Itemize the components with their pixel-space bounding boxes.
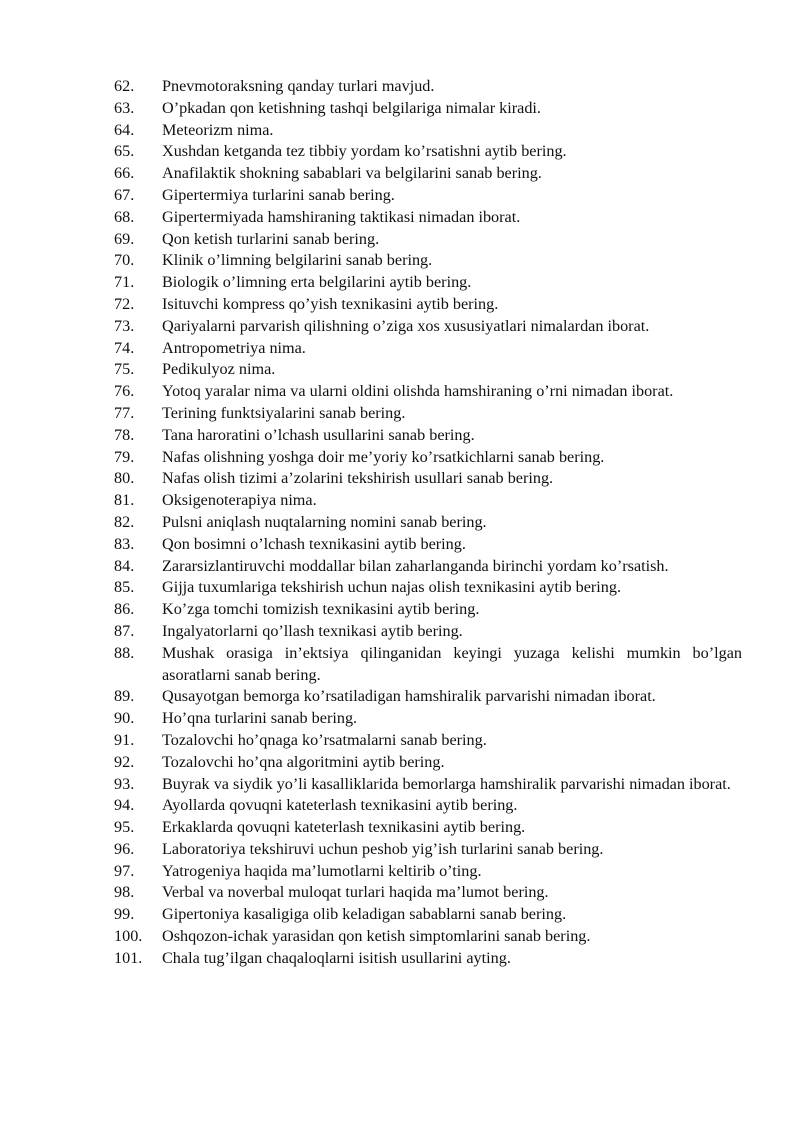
question-text: Klinik o’limning belgilarini sanab bering. (162, 251, 433, 270)
question-item (114, 338, 742, 360)
question-item (114, 861, 742, 883)
question-text: Gipertoniya kasaligiga olib keladigan sabablarni sanab bering. (162, 905, 567, 924)
question-number: 84. (114, 556, 135, 575)
question-number: 87. (114, 621, 135, 640)
question-number: 68. (114, 207, 135, 226)
question-number: 94. (114, 796, 135, 815)
question-text: Qon bosimni o’lchash texnikasini aytib bering. (162, 534, 466, 553)
question-text: Pedikulyoz nima. (162, 360, 276, 379)
question-number: 75. (114, 360, 135, 379)
question-item (114, 904, 742, 926)
question-number: 93. (114, 774, 135, 793)
question-item (114, 316, 742, 338)
question-number: 76. (114, 382, 135, 401)
question-item (114, 468, 742, 490)
question-item (114, 141, 742, 163)
question-number: 98. (114, 883, 135, 902)
question-item (114, 621, 742, 643)
question-number: 78. (114, 425, 135, 444)
question-text: Biologik o’limning erta belgilarini aytib bering. (162, 273, 472, 292)
question-item (114, 359, 742, 381)
question-item (114, 774, 742, 796)
question-number: 101. (114, 948, 143, 967)
question-text: Tozalovchi ho’qnaga ko’rsatmalarni sanab bering. (162, 730, 487, 749)
question-text: Tana haroratini o’lchash usullarini sanab bering. (162, 425, 475, 444)
question-text: Isituvchi kompress qo’yish texnikasini aytib bering. (162, 294, 499, 313)
question-number: 82. (114, 512, 135, 531)
question-item (114, 817, 742, 839)
question-text: Antropometriya nima. (162, 338, 306, 357)
question-number: 100. (114, 927, 143, 946)
question-text: Gipertermiya turlarini sanab bering. (162, 185, 395, 204)
question-text: Xushdan ketganda tez tibbiy yordam ko’rsatishni aytib bering. (162, 142, 567, 161)
question-number: 65. (114, 142, 135, 161)
question-text: Tozalovchi ho’qna algoritmini aytib bering. (162, 752, 445, 771)
question-text: Yotoq yaralar nima va ularni oldini olishda hamshiraning o’rni nimadan iborat. (162, 382, 674, 401)
question-item (114, 447, 742, 469)
question-number: 71. (114, 273, 135, 292)
question-number: 88. (114, 643, 135, 662)
question-number: 81. (114, 491, 135, 510)
question-number: 99. (114, 905, 135, 924)
question-text: Ayollarda qovuqni kateterlash texnikasini aytib bering. (162, 796, 518, 815)
question-list (114, 76, 742, 970)
question-text: Nafas olishning yoshga doir me’yoriy ko’rsatkichlarni sanab bering. (162, 447, 605, 466)
question-number: 92. (114, 752, 135, 771)
question-text: Oksigenoterapiya nima. (162, 491, 317, 510)
question-text: Pulsni aniqlash nuqtalarning nomini sanab bering. (162, 512, 487, 531)
question-item (114, 752, 742, 774)
question-number: 73. (114, 316, 135, 335)
question-item (114, 490, 742, 512)
question-item (114, 643, 742, 687)
question-text: Laboratoriya tekshiruvi uchun peshob yig’ish turlarini sanab bering. (162, 839, 604, 858)
question-text: Oshqozon-ichak yarasidan qon ketish simptomlarini sanab bering. (162, 927, 591, 946)
question-number: 89. (114, 687, 135, 706)
question-number: 72. (114, 294, 135, 313)
question-text: Ko’zga tomchi tomizish texnikasini aytib bering. (162, 600, 480, 619)
question-text: Qon ketish turlarini sanab bering. (162, 229, 380, 248)
question-item (114, 98, 742, 120)
question-number: 74. (114, 338, 135, 357)
question-number: 64. (114, 120, 135, 139)
question-text: Yatrogeniya haqida ma’lumotlarni keltirib o’ting. (162, 861, 482, 880)
question-text: Anafilaktik shokning sabablari va belgilarini sanab bering. (162, 164, 542, 183)
question-number: 83. (114, 534, 135, 553)
question-number: 63. (114, 98, 135, 117)
question-text: Erkaklarda qovuqni kateterlash texnikasini aytib bering. (162, 818, 526, 837)
question-item (114, 207, 742, 229)
question-text: Buyrak va siydik yo’li kasalliklarida bemorlarga hamshiralik parvarishi nimadan iborat. (162, 774, 731, 793)
question-text: Nafas olish tizimi a’zolarini tekshirish usullari sanab bering. (162, 469, 554, 488)
question-text: Pnevmotoraksning qanday turlari mavjud. (162, 77, 435, 95)
question-number: 85. (114, 578, 135, 597)
question-text: Gipertermiyada hamshiraning taktikasi nimadan iborat. (162, 207, 521, 226)
question-number: 70. (114, 251, 135, 270)
question-number: 77. (114, 403, 135, 422)
question-item (114, 882, 742, 904)
question-text: Terining funktsiyalarini sanab bering. (162, 403, 406, 422)
question-item (114, 381, 742, 403)
question-item (114, 839, 742, 861)
question-item (114, 948, 742, 970)
question-item (114, 120, 742, 142)
question-number: 69. (114, 229, 135, 248)
question-number: 80. (114, 469, 135, 488)
question-number: 97. (114, 861, 135, 880)
question-text: Ho’qna turlarini sanab bering. (162, 709, 358, 728)
question-number: 91. (114, 730, 135, 749)
question-text: O’pkadan qon ketishning tashqi belgilariga nimalar kiradi. (162, 98, 541, 117)
question-text: Ingalyatorlarni qo’llash texnikasi aytib bering. (162, 621, 463, 640)
question-text: Zararsizlantiruvchi moddallar bilan zaharlanganda birinchi yordam ko’rsatish. (162, 556, 669, 575)
question-number: 79. (114, 447, 135, 466)
question-item (114, 512, 742, 534)
question-item (114, 534, 742, 556)
question-item (114, 163, 742, 185)
question-item (114, 76, 742, 98)
question-item (114, 250, 742, 272)
question-number: 86. (114, 600, 135, 619)
question-text: Verbal va noverbal muloqat turlari haqida ma’lumot bering. (162, 883, 549, 902)
question-text: Chala tug’ilgan chaqaloqlarni isitish usullarini ayting. (162, 948, 511, 967)
question-text: Qusayotgan bemorga ko’rsatiladigan hamshiralik parvarishi nimadan iborat. (162, 687, 656, 706)
question-number: 66. (114, 164, 135, 183)
question-item (114, 556, 742, 578)
question-item (114, 294, 742, 316)
question-item (114, 403, 742, 425)
question-item (114, 577, 742, 599)
question-item (114, 185, 742, 207)
question-item (114, 425, 742, 447)
question-number: 67. (114, 185, 135, 204)
question-text: Mushak orasiga in’ektsiya qilinganidan keyingi yuzaga kelishi mumkin bo’lgan asoratlarni sanab bering. (162, 643, 742, 684)
question-item (114, 926, 742, 948)
question-number: 90. (114, 709, 135, 728)
question-item (114, 229, 742, 251)
question-number: 95. (114, 818, 135, 837)
question-item (114, 730, 742, 752)
question-text: Meteorizm nima. (162, 120, 274, 139)
question-item (114, 708, 742, 730)
question-item (114, 599, 742, 621)
question-item (114, 795, 742, 817)
question-text: Gijja tuxumlariga tekshirish uchun najas olish texnikasini aytib bering. (162, 578, 622, 597)
question-item (114, 272, 742, 294)
question-number: 62. (114, 77, 135, 95)
question-text: Qariyalarni parvarish qilishning o’ziga xos xususiyatlari nimalardan iborat. (162, 316, 650, 335)
question-item (114, 686, 742, 708)
question-number: 96. (114, 839, 135, 858)
